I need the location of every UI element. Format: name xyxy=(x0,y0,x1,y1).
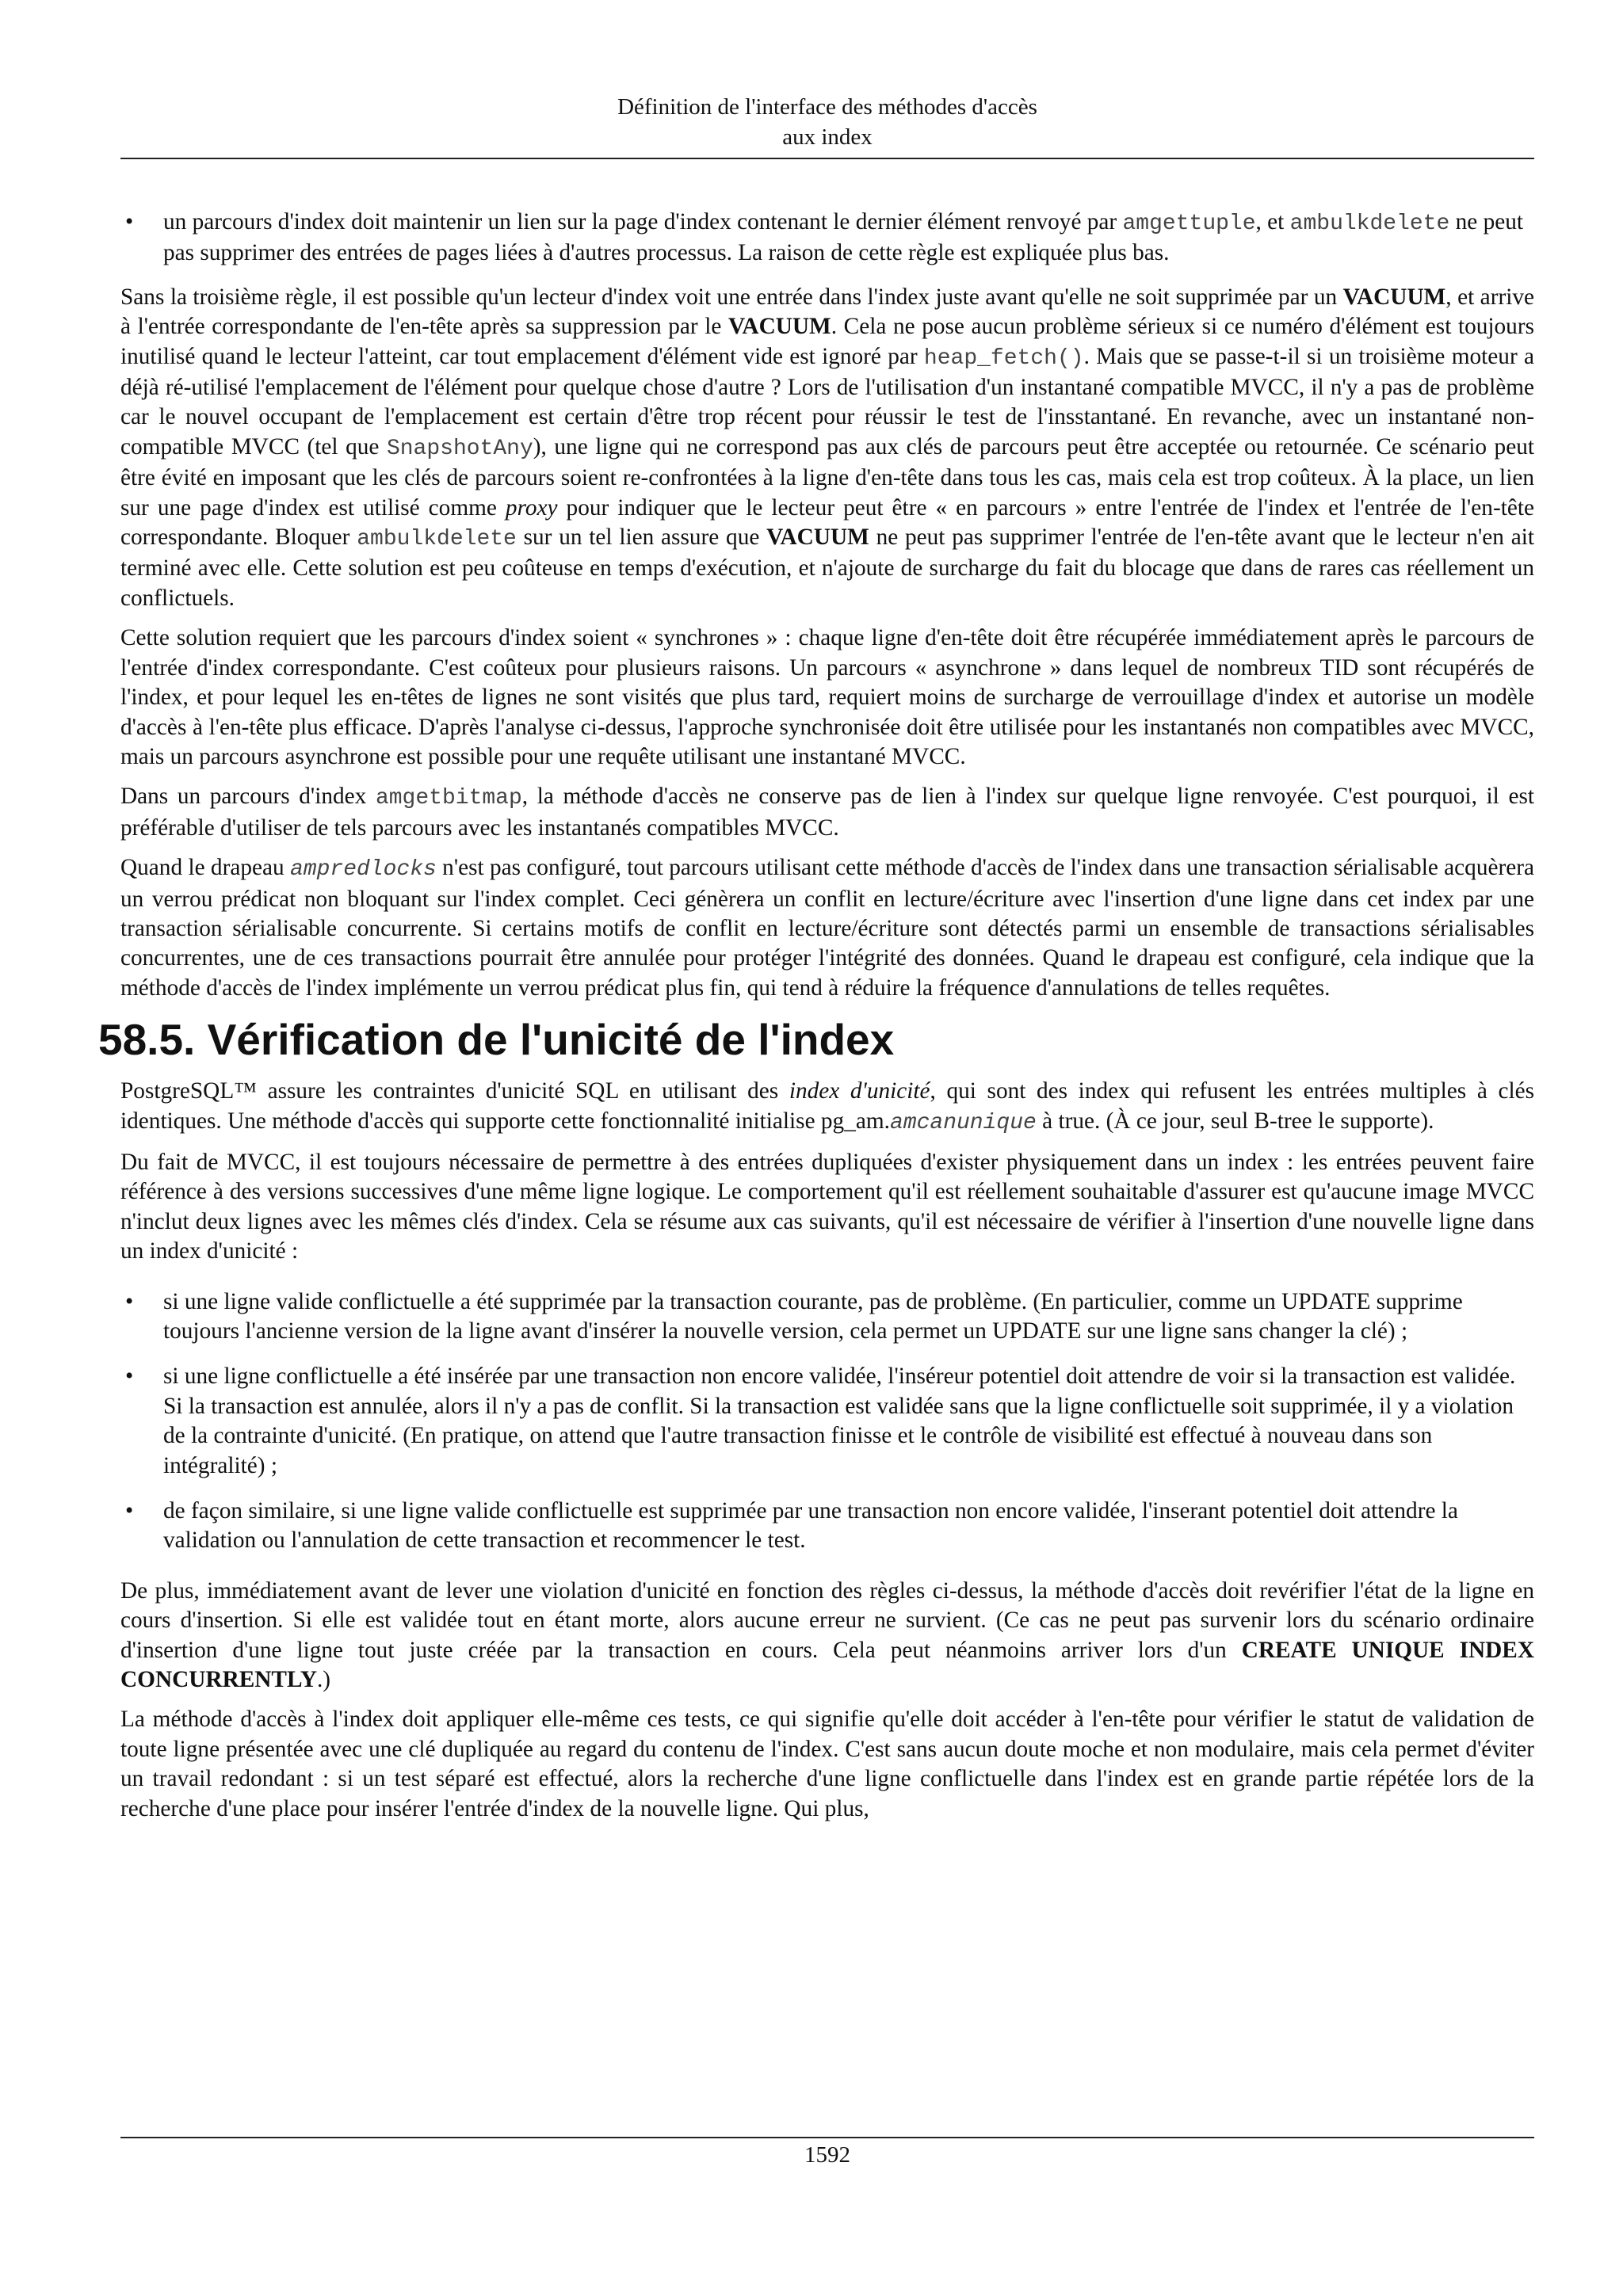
paragraph-synchronous-scans: Cette solution requiert que les parcours d'index soient « synchrones » : chaque ligne d'en-tête doit être récupérée immédiatement après le parcours de l'entrée d'index correspondante. C'est coûteux pour plusieurs raisons. Un parcours « asynchrone » dans lequel de nombreux TID sont récupérés de l'index, et pour lequel les en-têtes de lignes ne sont visités que plus tard, requiert moins de surcharge de verrouillage d'index et autorise un modèle d'accès à l'en-tête plus efficace. D'après l'analyse ci-dessus, l'approche synchronisée doit être utilisée pour les instantanés non compatibles avec MVCC, mais un parcours asynchrone est possible pour une requête utilisant une instantané MVCC. xyxy=(120,625,1534,769)
command-name: VACUUM xyxy=(766,524,869,551)
paragraph-mvcc-duplicates: Du fait de MVCC, il est toujours nécessaire de permettre à des entrées dupliquées d'exister physiquement dans un index : les entrées peuvent faire référence à des versions successives d'une même ligne logique. Le comportement qu'il est réellement souhaitable d'assurer est qu'aucune image MVCC n'inclut deux lignes avec les mêmes clés d'index. Cela se résume aux cas suivants, qu'il est nécessaire de vérifier à l'insertion d'une nouvelle ligne dans un index d'unicité : xyxy=(120,1149,1534,1264)
field-name: amcanunique xyxy=(889,1110,1037,1135)
command-name: VACUUM xyxy=(1342,284,1446,310)
list-item: • si une ligne valide conflictuelle a été supprimée par la transaction courante, pas de problème. (En particulier, comme un UPDATE supprime toujours l'ancienne version de la ligne avant d'insérer la nouvelle version, cela permet un UPDATE sur une ligne sans changer la clé) ; xyxy=(125,1288,1463,1344)
list-item: • si une ligne conflictuelle a été insérée par une transaction non encore validée, l'inséreur potentiel doit attendre de voir si la transaction est validée. Si la transaction est annulée, alors il n'y a pas de conflit. Si la transaction est validée sans que la ligne conflictuelle soit supprimée, il y a violation de la contrainte d'unicité. (En pratique, on attend que l'autre transaction finisse et le contrôle de visibilité est effectué à nouveau dans son intégralité) ; xyxy=(125,1363,1516,1478)
paragraph-ampredlocks: Quand le drapeau ampredlocks n'est pas configuré, tout parcours utilisant cette méthode d'accès de l'index dans une transaction sérialisable acquèrera un verrou prédicat non bloquant sur l'index complet. Ceci génèrera un conflit en lecture/écriture avec l'insertion d'une ligne dans cet index par une transaction sérialisable concurrente. Si certains motifs de conflit en lecture/écriture sont détectés parmi un ensemble de transactions sérialisables concurrentes, une de ces transactions pourrait être annulée pour protéger l'intégrité des données. Quand le drapeau est configuré, cela indique que la méthode d'accès de l'index implémente un verrou prédicat plus fin, qui tend à réduire la fréquence d'annulations de telles requêtes. xyxy=(120,855,1535,1001)
header-line-1: Définition de l'interface des méthodes d'accès xyxy=(617,94,1037,120)
function-name: ambulkdelete xyxy=(1289,212,1450,236)
bullet-marker: • xyxy=(125,209,134,235)
constant-name: SnapshotAny xyxy=(386,436,533,461)
header-rule xyxy=(120,158,1534,159)
section-heading: 58.5. Vérification de l'unicité de l'index xyxy=(98,1015,895,1065)
function-name: amgettuple xyxy=(1122,212,1256,236)
footer-rule xyxy=(120,2137,1534,2138)
header-line-2: aux index xyxy=(782,124,873,150)
paragraph-amgetbitmap: Dans un parcours d'index amgetbitmap, la méthode d'accès ne conserve pas de lien à l'index sur quelque ligne renvoyée. C'est pourquoi, il est préférable d'utiliser de tels parcours avec les instantanés compatibles MVCC. xyxy=(120,784,1535,841)
page-content xyxy=(98,208,1535,1834)
list-item: • de façon similaire, si une ligne valide conflictuelle est supprimée par une transaction non encore validée, l'inserant potentiel doit attendre la validation ou l'annulation de cette transaction et recommencer le test. xyxy=(125,1498,1458,1554)
flag-name: ampredlocks xyxy=(289,857,437,883)
paragraph-third-rule: Sans la troisième règle, il est possible qu'un lecteur d'index voit une entrée dans l'index juste avant qu'elle ne soit supprimée par un VACUUM, et arrive à l'entrée correspondante de l'en-tête après sa suppression par le VACUUM. Cela ne pose aucun problème sérieux si ce numéro d'élément est toujours inutilisé quand le lecteur l'atteint, car tout emplacement d'élément vide est ignoré par heap_fetch(). Mais que se passe-t-il si un troisième moteur a déjà ré-utilisé l'emplacement de l'élément pour quelque chose d'autre ? Lors de l'utilisation d'un instantané compatible MVCC, il n'y a pas de problème car le nouvel occupant de l'emplacement est certain d'être trop récent pour réussir le test de l'insstantané. En revanche, avec un instantané non-compatible MVCC (tel que SnapshotAny), une ligne qui ne correspond pas aux clés de parcours peut être acceptée ou retournée. Ce scénario peut être évité en imposant que les clés de parcours soient re-confrontées à la ligne d'en-tête dans tous les cas, mais cela est trop coûteux. À la place, un lien sur une page d'index est utilisé comme proxy pour indiquer que le lecteur peut être « en parcours » entre l'entrée de l'index et l'entrée de l'en-tête correspondante. Bloquer ambulkdelete sur un tel lien assure que VACUUM ne peut pas supprimer l'entrée de l'en-tête avant que le lecteur n'en ait terminé avec elle. Cette solution est peu coûteuse en temps d'exécution, et n'ajoute de surcharge du fait du blocage que dans de rares cas réellement un conflictuels. xyxy=(120,284,1534,611)
emphasis: index d'unicité xyxy=(789,1078,930,1104)
command-name: CREATE UNIQUE INDEX CONCURRENTLY xyxy=(120,1637,1534,1693)
bullet-marker: • xyxy=(125,1498,134,1524)
list-item: • un parcours d'index doit maintenir un lien sur la page d'index contenant le dernier élément renvoyé par amgettuple, et ambulkdelete ne peut pas supprimer des entrées de pages liées à d'autres processus. La raison de cette règle est expliquée plus bas. xyxy=(125,209,1524,266)
command-name: VACUUM xyxy=(728,314,831,340)
running-header xyxy=(120,92,1534,152)
bullet-marker: • xyxy=(125,1288,134,1314)
bullet-marker: • xyxy=(125,1363,134,1390)
function-name: ambulkdelete xyxy=(357,527,517,552)
paragraph-recheck: De plus, immédiatement avant de lever une violation d'unicité en fonction des règles ci-dessus, la méthode d'accès doit revérifier l'état de la ligne en cours d'insertion. Si elle est validée tout en étant morte, alors aucune erreur ne survient. (Ce cas ne peut pas survenir lors du scénario ordinaire d'insertion d'une ligne tout juste créée par la transaction en cours. Cela peut néanmoins arriver lors d'un CREATE UNIQUE INDEX CONCURRENTLY.) xyxy=(120,1577,1534,1693)
paragraph-unique-index: PostgreSQL™ assure les contraintes d'unicité SQL en utilisant des index d'unicité, qui sont des index qui refusent les entrées multiples à clés identiques. Une méthode d'accès qui supporte cette fonctionnalité initialise pg_am.amcanunique à true. (À ce jour, seul B-tree le supporte). xyxy=(120,1078,1535,1135)
uniqueness-cases-list xyxy=(120,1287,1534,1556)
page-number: 1592 xyxy=(804,2142,850,2168)
emphasis: proxy xyxy=(505,494,558,521)
function-name: amgetbitmap xyxy=(375,786,522,811)
rules-list xyxy=(120,208,1534,269)
function-name: heap_fetch() xyxy=(923,345,1084,371)
paragraph-access-method-tests: La méthode d'accès à l'index doit appliquer elle-même ces tests, ce qui signifie qu'elle doit accéder à l'en-tête pour vérifier le statut de validation de toute ligne présentée avec une clé dupliquée au regard du contenu de l'index. C'est sans aucun doute moche et non modulaire, mais cela permet d'éviter un travail redondant : si un test séparé est effectué, alors la recherche d'une ligne conflictuelle dans l'index est en grande partie répétée lors de la recherche d'une place pour insérer l'entrée d'index de la nouvelle ligne. Qui plus, xyxy=(120,1707,1534,1821)
